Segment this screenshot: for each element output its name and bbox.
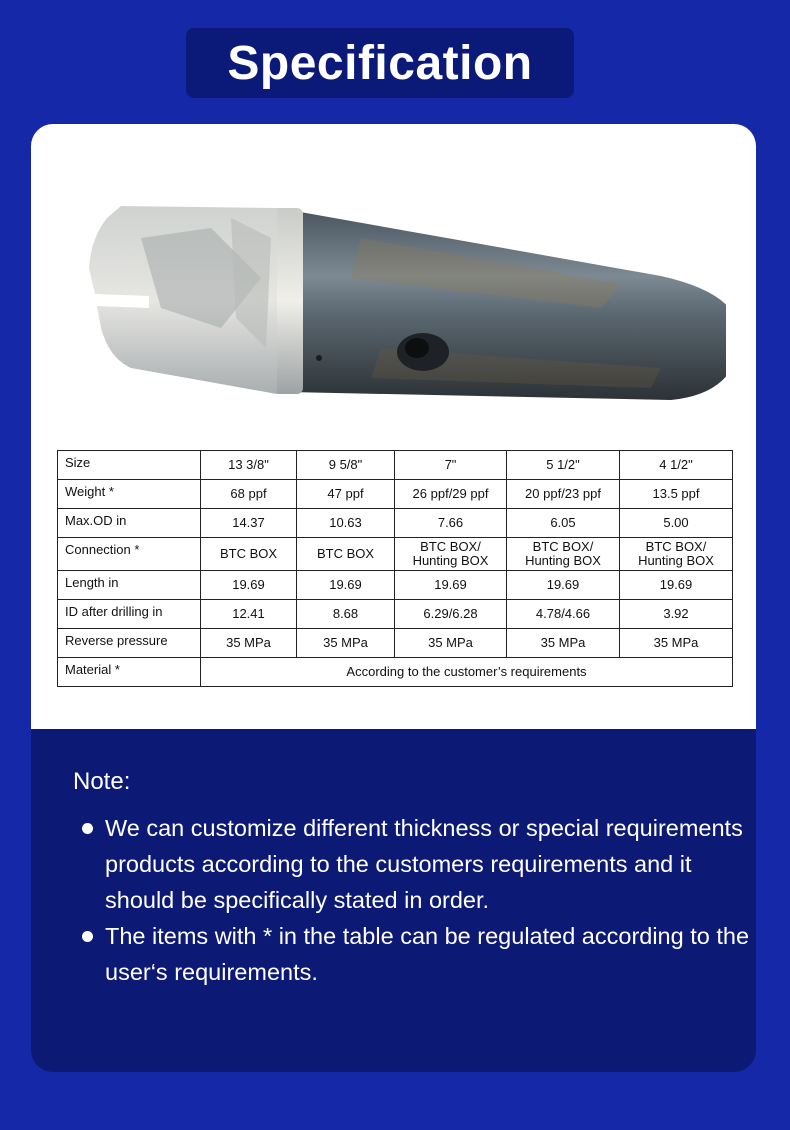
- spec-table: [57, 450, 733, 687]
- table-cell: 20 ppf/23 ppf: [507, 480, 620, 509]
- table-cell: 13 3/8": [201, 451, 297, 480]
- table-cell: 7": [395, 451, 507, 480]
- table-cell: 68 ppf: [201, 480, 297, 509]
- table-cell: 35 MPa: [507, 629, 620, 658]
- table-cell: 14.37: [201, 509, 297, 538]
- bullet-icon: [82, 931, 93, 942]
- table-cell: 12.41: [201, 600, 297, 629]
- table-row: [58, 509, 733, 538]
- note-title: Note:: [73, 768, 131, 795]
- table-cell: 26 ppf/29 ppf: [395, 480, 507, 509]
- table-cell: BTC BOX/ Hunting BOX: [620, 538, 733, 571]
- table-cell: 4 1/2": [620, 451, 733, 480]
- table-cell: 8.68: [297, 600, 395, 629]
- table-cell: BTC BOX/ Hunting BOX: [507, 538, 620, 571]
- row-header: Material *: [58, 658, 201, 687]
- page-title: Specification: [227, 36, 533, 90]
- table-cell: BTC BOX: [297, 538, 395, 571]
- table-cell: 19.69: [297, 571, 395, 600]
- card-image-area: [31, 124, 756, 729]
- table-cell: 35 MPa: [201, 629, 297, 658]
- table-cell: 35 MPa: [297, 629, 395, 658]
- table-cell: 35 MPa: [620, 629, 733, 658]
- table-row: [58, 571, 733, 600]
- row-header: Length in: [58, 571, 201, 600]
- list-item: [73, 810, 753, 918]
- table-cell: 5 1/2": [507, 451, 620, 480]
- table-row: [58, 538, 733, 571]
- table-cell: 4.78/4.66: [507, 600, 620, 629]
- note-text: The items with * in the table can be regulated according to the user‘s requirements.: [105, 923, 750, 985]
- table-cell: 9 5/8": [297, 451, 395, 480]
- table-cell: BTC BOX: [201, 538, 297, 571]
- float-shoe-product-image: [61, 198, 726, 404]
- row-header: Max.OD in: [58, 509, 201, 538]
- table-cell: BTC BOX/ Hunting BOX: [395, 538, 507, 571]
- table-row: [58, 480, 733, 509]
- table-cell: 19.69: [507, 571, 620, 600]
- row-header: Reverse pressure: [58, 629, 201, 658]
- table-cell: 47 ppf: [297, 480, 395, 509]
- table-row: [58, 600, 733, 629]
- list-item: [73, 918, 753, 990]
- table-row: [58, 629, 733, 658]
- note-list: [73, 810, 753, 990]
- spec-card: [31, 124, 756, 1072]
- table-cell: 7.66: [395, 509, 507, 538]
- row-header: Weight *: [58, 480, 201, 509]
- note-text: We can customize different thickness or special requirements products according to the customers requirements and it should be specifically stated in order.: [105, 815, 743, 913]
- note-section: [73, 768, 753, 990]
- bullet-icon: [82, 823, 93, 834]
- row-header: Size: [58, 451, 201, 480]
- table-cell: 10.63: [297, 509, 395, 538]
- title-banner: [186, 28, 574, 98]
- table-cell: 6.29/6.28: [395, 600, 507, 629]
- table-cell: 19.69: [620, 571, 733, 600]
- table-cell: 13.5 ppf: [620, 480, 733, 509]
- table-cell: 19.69: [201, 571, 297, 600]
- table-cell: 3.92: [620, 600, 733, 629]
- material-cell: According to the customer’s requirements: [201, 658, 733, 687]
- table-row: [58, 658, 733, 687]
- table-header-row: [58, 451, 733, 480]
- table-cell: 6.05: [507, 509, 620, 538]
- row-header: ID after drilling in: [58, 600, 201, 629]
- row-header: Connection *: [58, 538, 201, 571]
- table-cell: 35 MPa: [395, 629, 507, 658]
- table-cell: 5.00: [620, 509, 733, 538]
- table-cell: 19.69: [395, 571, 507, 600]
